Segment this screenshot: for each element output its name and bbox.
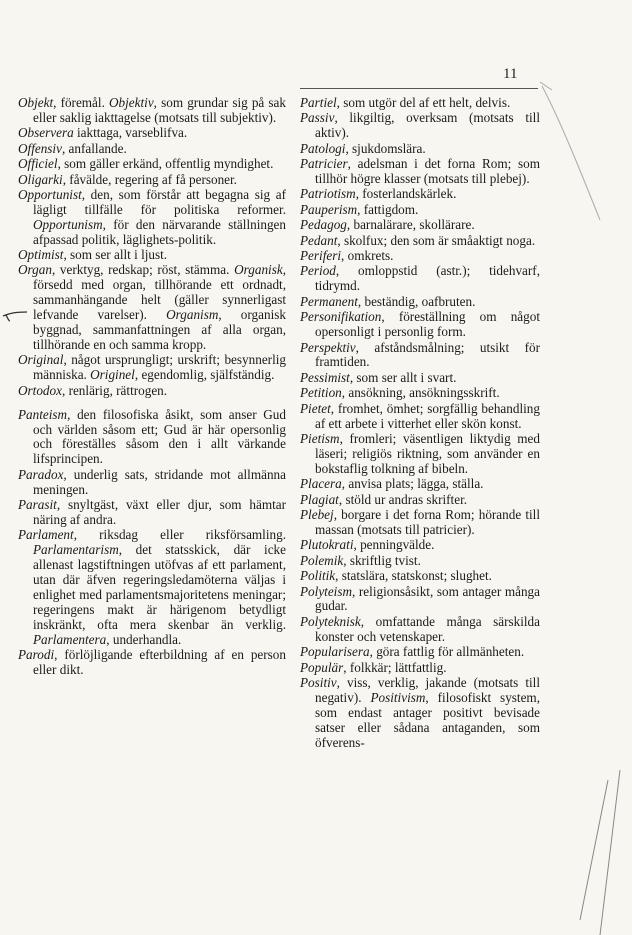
- entry-definition: iakttaga, varseblifva.: [73, 125, 188, 141]
- entry-definition: , omloppstid (astr.); tidehvarf, tidrymd.: [315, 263, 540, 294]
- entry-headword: Pessimist: [300, 369, 350, 385]
- entry-definition: , ansökning, ansökningsskrift.: [341, 385, 500, 401]
- dictionary-entry: [300, 371, 540, 386]
- entry-definition: , den, som förstår att begagna sig af lägligt tillfälle för politiska reformer.: [33, 186, 286, 217]
- entry-definition: , fattigdom.: [357, 201, 419, 217]
- entry-definition: , fromleri; väsentligen liktydig med läseri; religiös riktning, som använder en bokstaflig tolkning af bibeln.: [315, 430, 540, 476]
- entry-headword: Offensiv: [18, 140, 62, 156]
- dictionary-entry: [18, 263, 286, 352]
- entry-headword: Originel: [90, 367, 135, 383]
- entry-headword: Plutokrati: [300, 537, 354, 553]
- dictionary-entry: [18, 96, 286, 126]
- entry-headword: Parodi: [18, 647, 55, 663]
- entry-definition: , som ser allt i ljust.: [63, 247, 168, 263]
- entry-headword: Opportunism: [33, 216, 103, 232]
- dictionary-entry: [300, 249, 540, 264]
- dictionary-entry: [18, 157, 286, 172]
- dictionary-entry: [300, 645, 540, 660]
- dictionary-entry: [300, 218, 540, 233]
- dictionary-entry: [300, 676, 540, 751]
- dictionary-entry: [18, 648, 286, 678]
- entry-headword: Pietism: [300, 430, 340, 446]
- dictionary-entry: [300, 310, 540, 340]
- entry-headword: Polyteism: [300, 583, 353, 599]
- entry-definition: , filosofiskt system, som endast antager positivt bevisade satser eller sådana antaganden, som öfverens-: [315, 689, 540, 750]
- dictionary-entry: [18, 528, 286, 647]
- entry-headword: Pauperism: [300, 201, 358, 217]
- entry-definition: , riksdag eller riksförsamling.: [73, 527, 286, 543]
- entry-definition: , för den närvarande ställningen afpassad politik, läglighets-politik.: [33, 216, 286, 247]
- entry-headword: Perspektiv: [300, 339, 356, 355]
- entry-headword: Organ: [18, 262, 52, 278]
- entry-headword: Objektiv: [109, 95, 154, 110]
- dictionary-entry: [300, 615, 540, 645]
- entry-headword: Period: [300, 263, 336, 279]
- entry-definition: , beständig, oafbruten.: [357, 293, 476, 309]
- page-number: 11: [503, 66, 518, 82]
- entry-definition: , som gäller erkänd, offentlig myndighet.: [57, 156, 274, 172]
- entry-headword: Positiv: [300, 674, 337, 690]
- dictionary-entry: [300, 187, 540, 202]
- left-column: [18, 96, 286, 678]
- entry-definition: , den filosofiska åsikt, som anser Gud och världen såsom ett; Gud är här opersonlig och föreställes såsom den i allt värkande lifsprincipen.: [33, 406, 286, 467]
- dictionary-entry: [300, 142, 540, 157]
- dictionary-entry: [300, 538, 540, 553]
- entry-headword: Opportunist: [18, 186, 82, 202]
- entry-definition: , organisk byggnad, sammanfattningen af alla organ, tillhörande en och samma kropp.: [33, 307, 286, 352]
- dictionary-entry: [300, 493, 540, 508]
- entry-headword: Patologi: [300, 140, 346, 156]
- entry-definition: , omkrets.: [341, 248, 394, 264]
- entry-headword: Organism: [166, 307, 219, 323]
- dictionary-entry: [300, 203, 540, 218]
- entry-definition: , verktyg, redskap; röst, stämma.: [51, 262, 235, 278]
- dictionary-entry: [18, 353, 286, 383]
- dictionary-entry: [300, 386, 540, 401]
- dictionary-entry: [18, 498, 286, 528]
- entry-headword: Objekt: [18, 95, 54, 110]
- dictionary-entry: [300, 264, 540, 294]
- entry-headword: Officiel: [18, 156, 58, 172]
- entry-definition: , omfattande många särskilda konster och vetenskaper.: [315, 613, 540, 644]
- entry-definition: , något ursprungligt; urskrift; besynnerlig människa.: [33, 352, 286, 383]
- dictionary-entry: [300, 341, 540, 371]
- entry-definition: , barnalärare, skollärare.: [346, 217, 475, 233]
- entry-headword: Plagiat: [300, 491, 339, 507]
- dictionary-entry: [300, 111, 540, 141]
- entry-headword: Positivism: [370, 689, 426, 705]
- dictionary-entry: [300, 295, 540, 310]
- dictionary-entry: [18, 408, 286, 468]
- dictionary-entry: [300, 157, 540, 187]
- entry-definition: , adelsman i det forna Rom; som tillhör högre klasser (motsats till plebej).: [315, 156, 540, 187]
- entry-definition: , likgiltig, overksam (motsats till aktiv).: [315, 110, 540, 141]
- dictionary-entry: [300, 234, 540, 249]
- header-rule: [300, 88, 538, 89]
- entry-headword: Observera: [18, 125, 74, 141]
- entry-definition: , skolfux; den som är småaktigt noga.: [337, 232, 536, 248]
- entry-headword: Panteism: [18, 406, 68, 422]
- entry-headword: Parlamentarism: [33, 542, 119, 558]
- entry-definition: , som ser allt i svart.: [349, 369, 457, 385]
- dictionary-entry: [300, 432, 540, 477]
- entry-headword: Partiel: [300, 95, 337, 110]
- page-edge-scan-lines: [540, 80, 632, 935]
- entry-definition: , som grundar sig på sak eller saklig iakttagelse (motsats till subjektiv).: [33, 95, 286, 125]
- entry-headword: Populär: [300, 659, 344, 675]
- entry-definition: , afståndsmålning; utsikt för framtiden.: [315, 339, 540, 370]
- entry-headword: Petition: [300, 385, 342, 401]
- dictionary-entry: [18, 468, 286, 498]
- entry-definition: , fromhet, ömhet; sorgfällig behandling af ett arbete i vitterhet eller skön konst.: [315, 400, 540, 431]
- entry-headword: Pietet: [300, 400, 331, 416]
- entry-definition: , borgare i det forna Rom; hörande till massan (motsats till patricier).: [315, 506, 540, 537]
- entry-definition: , fosterlandskärlek.: [355, 186, 457, 202]
- entry-definition: , renlärig, rättrogen.: [61, 382, 168, 398]
- entry-definition: , förlöjligande efterbildning af en person eller dikt.: [33, 647, 286, 678]
- entry-headword: Parasit: [18, 497, 57, 513]
- entry-definition: , sjukdomslära.: [345, 140, 426, 156]
- entry-headword: Periferi: [300, 248, 342, 264]
- entry-headword: Placera: [300, 476, 342, 492]
- entry-definition: , folkkär; lättfattlig.: [343, 659, 447, 675]
- entry-headword: Pedant: [300, 232, 338, 248]
- entry-headword: Personifikation: [300, 309, 382, 325]
- dictionary-entry: [300, 554, 540, 569]
- dictionary-entry: [300, 508, 540, 538]
- dictionary-entry: [18, 248, 286, 263]
- entry-headword: Oligarki: [18, 171, 63, 187]
- entry-headword: Popularisera: [300, 644, 370, 660]
- entry-definition: , underhandla.: [106, 631, 182, 647]
- entry-definition: , anfallande.: [61, 140, 127, 156]
- dictionary-entry: [18, 384, 286, 399]
- entry-definition: , snyltgäst, växt eller djur, som hämtar näring af andra.: [33, 497, 286, 527]
- dictionary-entry: [18, 126, 286, 141]
- entry-definition: , underlig sats, stridande mot allmänna meningen.: [33, 466, 286, 497]
- entry-headword: Permanent: [300, 293, 358, 309]
- dictionary-entry: [300, 661, 540, 676]
- dictionary-entry: [300, 96, 540, 111]
- entry-headword: Paradox: [18, 466, 64, 482]
- entry-definition: , egendomlig, själfständig.: [134, 367, 275, 383]
- entry-headword: Ortodox: [18, 382, 62, 398]
- entry-definition: , som utgör del af ett helt, delvis.: [336, 95, 511, 110]
- entry-definition: , fåvälde, regering af få personer.: [62, 171, 237, 187]
- dictionary-entry: [300, 585, 540, 615]
- entry-headword: Plebej: [300, 506, 334, 522]
- dictionary-entry: [300, 569, 540, 584]
- entry-definition: , viss, verklig, jakande (motsats till negativ).: [315, 674, 540, 705]
- entry-definition: , religionsåsikt, som antager många gudar.: [315, 583, 540, 614]
- entry-headword: Original: [18, 352, 64, 368]
- entry-headword: Passiv: [300, 110, 335, 126]
- entry-definition: , stöld ur andras skrifter.: [338, 491, 468, 507]
- dictionary-entry: [18, 142, 286, 157]
- entry-headword: Polemik: [300, 552, 344, 568]
- entry-headword: Politik: [300, 568, 336, 584]
- entry-definition: , penningvälde.: [353, 537, 435, 553]
- entry-definition: , göra fattlig för allmänheten.: [369, 644, 525, 660]
- entry-headword: Organisk: [234, 262, 283, 278]
- entry-definition: , försedd med organ, tillhörande ett ordnadt, sammanhängande helt (gäller synnerligast lefvande varelser).: [33, 262, 286, 323]
- entry-headword: Polyteknisk: [300, 613, 361, 629]
- entry-headword: Parlament: [18, 527, 74, 543]
- right-column: [300, 96, 540, 751]
- dictionary-entry: [300, 402, 540, 432]
- dictionary-entry: [18, 173, 286, 188]
- entry-headword: Patricier: [300, 156, 348, 172]
- entry-headword: Parlamentera: [33, 631, 107, 647]
- entry-headword: Optimist: [18, 247, 64, 263]
- entry-headword: Patriotism: [300, 186, 356, 202]
- entry-definition: , statslära, statskonst; slughet.: [335, 568, 492, 584]
- entry-definition: , anvisa plats; lägga, ställa.: [341, 476, 484, 492]
- dictionary-entry: [18, 188, 286, 248]
- entry-definition: , föremål.: [53, 95, 109, 110]
- entry-definition: , föreställning om något opersonligt i personlig form.: [315, 309, 540, 340]
- entry-definition: , skriftlig tvist.: [343, 552, 421, 568]
- entry-headword: Pedagog: [300, 217, 347, 233]
- entry-definition: , det statsskick, där icke allenast lagstiftningen utöfvas af ett parlament, utan där äfven regeringsledamöterna väljas i enlighet med parlamentsmajoritetens meningar; regeringens makt är härigenom betydligt inskränkt, ofta mera skenbar än verklig.: [33, 542, 286, 632]
- margin-pencil-mark: [2, 310, 28, 322]
- dictionary-entry: [300, 477, 540, 492]
